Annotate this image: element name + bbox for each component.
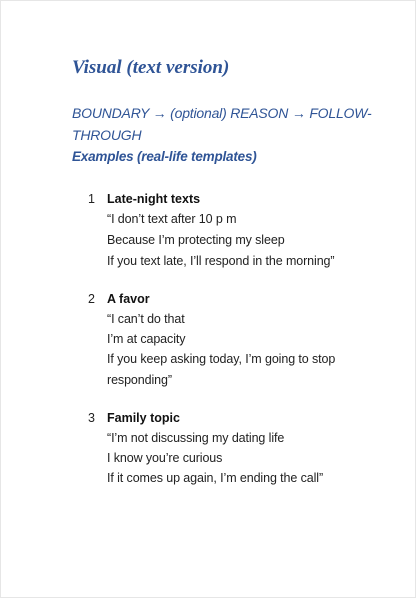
example-number: 3: [88, 411, 95, 425]
formula-part-boundary: BOUNDARY →: [72, 105, 167, 121]
example-title: A favor: [107, 292, 150, 306]
example-line: If you keep asking today, I’m going to stop: [107, 352, 336, 366]
example-line: If you text late, I’ll respond in the morning”: [107, 254, 335, 268]
formula-part-through: THROUGH: [72, 127, 142, 143]
example-number: 1: [88, 192, 95, 206]
formula-part-reason: (optional) REASON → FOLLOW-: [170, 105, 372, 121]
example-number: 2: [88, 292, 95, 306]
example-line: I’m at capacity: [107, 332, 186, 346]
example-line: I know you’re curious: [107, 451, 223, 465]
examples-subheading: Examples (real-life templates): [72, 149, 257, 164]
example-line: Because I’m protecting my sleep: [107, 233, 285, 247]
example-line: “I’m not discussing my dating life: [107, 431, 285, 445]
example-line: “I don’t text after 10 p m: [107, 212, 237, 226]
example-line: responding”: [107, 373, 172, 387]
example-title: Late-night texts: [107, 192, 201, 206]
document-title: Visual (text version): [72, 57, 230, 78]
example-line: “I can’t do that: [107, 312, 185, 326]
example-line: If it comes up again, I’m ending the call”: [107, 471, 324, 485]
example-title: Family topic: [107, 411, 180, 425]
boundary-formula: [72, 102, 371, 146]
